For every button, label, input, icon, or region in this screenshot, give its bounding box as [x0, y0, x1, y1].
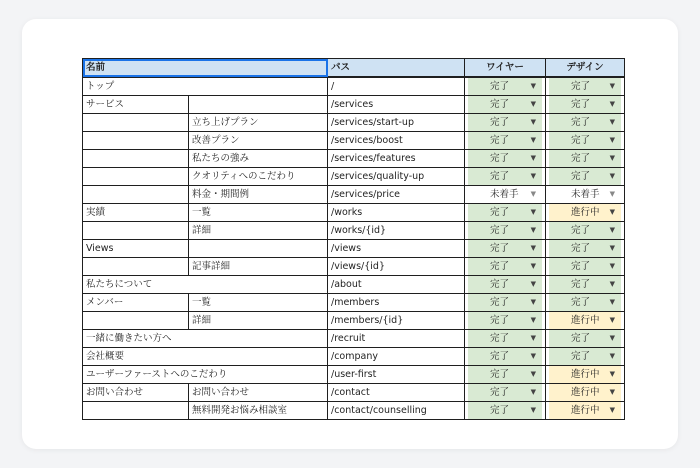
name-cell[interactable]: Views — [83, 240, 189, 258]
status-text: 完了 — [490, 135, 510, 146]
dropdown-caret-icon[interactable]: ▼ — [530, 118, 536, 126]
table-row — [83, 348, 625, 366]
status-text: 完了 — [571, 117, 591, 128]
design-status-cell[interactable] — [546, 276, 625, 294]
name-cell[interactable]: トップ — [83, 77, 328, 96]
dropdown-caret-icon[interactable]: ▼ — [609, 154, 615, 162]
wire-status-cell[interactable] — [465, 312, 546, 330]
status-text: 完了 — [571, 99, 591, 110]
status-text: 完了 — [490, 297, 510, 308]
design-status-cell[interactable] — [546, 186, 625, 204]
dropdown-caret-icon[interactable]: ▼ — [609, 262, 615, 270]
path-cell[interactable]: /members — [328, 294, 465, 312]
design-status-cell[interactable] — [546, 366, 625, 384]
dropdown-caret-icon[interactable]: ▼ — [530, 298, 536, 306]
status-text: 完了 — [571, 279, 591, 290]
dropdown-caret-icon[interactable]: ▼ — [609, 226, 615, 234]
design-status-cell[interactable] — [546, 312, 625, 330]
wire-status-cell[interactable] — [465, 150, 546, 168]
design-status-cell[interactable] — [546, 240, 625, 258]
dropdown-caret-icon[interactable]: ▼ — [530, 82, 536, 90]
dropdown-caret-icon[interactable]: ▼ — [609, 316, 615, 324]
status-text: 進行中 — [571, 315, 600, 326]
subpage-cell[interactable]: 改善プラン — [189, 132, 328, 150]
subpage-cell[interactable]: クオリティへのこだわり — [189, 168, 328, 186]
design-status-cell[interactable] — [546, 222, 625, 240]
status-text: 完了 — [571, 243, 591, 254]
name-cell[interactable]: 一緒に働きたい方へ — [83, 330, 328, 348]
status-text: 完了 — [490, 387, 510, 398]
dropdown-caret-icon[interactable]: ▼ — [530, 370, 536, 378]
dropdown-caret-icon[interactable]: ▼ — [609, 370, 615, 378]
wire-status-cell[interactable] — [465, 96, 546, 114]
dropdown-caret-icon[interactable]: ▼ — [530, 190, 536, 198]
status-text: 完了 — [571, 153, 591, 164]
path-cell[interactable]: /services/price — [328, 186, 465, 204]
dropdown-caret-icon[interactable]: ▼ — [530, 172, 536, 180]
status-text: 完了 — [571, 333, 591, 344]
table-row — [83, 330, 625, 348]
subpage-cell[interactable]: 詳細 — [189, 222, 328, 240]
path-cell[interactable]: /about — [328, 276, 465, 294]
path-cell[interactable]: /services/quality-up — [328, 168, 465, 186]
subpage-cell[interactable]: 料金・期間例 — [189, 186, 328, 204]
table-row — [83, 132, 625, 150]
table-row — [83, 258, 625, 276]
table-row — [83, 150, 625, 168]
name-cell[interactable]: お問い合わせ — [83, 384, 189, 402]
status-text: 未着手 — [490, 189, 519, 200]
dropdown-caret-icon[interactable]: ▼ — [609, 388, 615, 396]
status-text: 完了 — [490, 99, 510, 110]
table-row — [83, 384, 625, 402]
status-text: 完了 — [571, 135, 591, 146]
dropdown-caret-icon[interactable]: ▼ — [530, 136, 536, 144]
status-text: 完了 — [490, 225, 510, 236]
table-row — [83, 240, 625, 258]
path-cell[interactable]: /contact/counselling — [328, 402, 465, 420]
subpage-cell[interactable]: 私たちの強み — [189, 150, 328, 168]
table-row — [83, 276, 625, 294]
name-cell[interactable]: 実績 — [83, 204, 189, 222]
subpage-cell[interactable] — [189, 96, 328, 114]
sitemap-sheet — [82, 58, 625, 420]
name-cell[interactable]: 会社概要 — [83, 348, 328, 366]
dropdown-caret-icon[interactable]: ▼ — [530, 100, 536, 108]
name-cell[interactable] — [83, 186, 189, 204]
wire-status-cell[interactable] — [465, 186, 546, 204]
dropdown-caret-icon[interactable]: ▼ — [530, 244, 536, 252]
wire-status-cell[interactable] — [465, 204, 546, 222]
path-cell[interactable]: /works — [328, 204, 465, 222]
path-cell[interactable]: /user-first — [328, 366, 465, 384]
name-cell[interactable] — [83, 258, 189, 276]
subpage-cell[interactable] — [189, 240, 328, 258]
dropdown-caret-icon[interactable]: ▼ — [609, 100, 615, 108]
status-text: 完了 — [571, 171, 591, 182]
wire-status-cell[interactable] — [465, 366, 546, 384]
subpage-cell[interactable]: 無料開発お悩み相談室 — [189, 402, 328, 420]
subpage-cell[interactable]: 詳細 — [189, 312, 328, 330]
table-row — [83, 312, 625, 330]
status-text: 進行中 — [571, 207, 600, 218]
name-cell[interactable] — [83, 222, 189, 240]
wire-status-cell[interactable] — [465, 294, 546, 312]
status-text: 完了 — [571, 297, 591, 308]
status-text: 完了 — [490, 405, 510, 416]
subpage-cell[interactable]: 記事詳細 — [189, 258, 328, 276]
header-row — [83, 59, 625, 78]
path-cell[interactable]: /services/start-up — [328, 114, 465, 132]
dropdown-caret-icon[interactable]: ▼ — [609, 244, 615, 252]
design-status-cell[interactable] — [546, 77, 625, 96]
table-row — [83, 77, 625, 96]
status-text: 完了 — [490, 279, 510, 290]
wire-status-cell[interactable] — [465, 330, 546, 348]
header-design[interactable]: デザイン — [546, 59, 625, 78]
name-cell[interactable] — [83, 132, 189, 150]
name-cell[interactable] — [83, 312, 189, 330]
table-row — [83, 96, 625, 114]
dropdown-caret-icon[interactable]: ▼ — [609, 172, 615, 180]
dropdown-caret-icon[interactable]: ▼ — [609, 352, 615, 360]
path-cell[interactable]: / — [328, 77, 465, 96]
dropdown-caret-icon[interactable]: ▼ — [530, 334, 536, 342]
path-cell[interactable]: /recruit — [328, 330, 465, 348]
name-cell[interactable]: ユーザーファーストへのこだわり — [83, 366, 328, 384]
name-cell[interactable] — [83, 150, 189, 168]
path-cell[interactable]: /contact — [328, 384, 465, 402]
status-text: 完了 — [571, 225, 591, 236]
dropdown-caret-icon[interactable]: ▼ — [530, 154, 536, 162]
dropdown-caret-icon[interactable]: ▼ — [609, 208, 615, 216]
name-cell[interactable]: サービス — [83, 96, 189, 114]
dropdown-caret-icon[interactable]: ▼ — [530, 280, 536, 288]
header-path[interactable]: パス — [328, 59, 465, 78]
status-text: 完了 — [490, 243, 510, 254]
subpage-cell[interactable]: 一覧 — [189, 204, 328, 222]
status-text: 完了 — [490, 351, 510, 362]
table-row — [83, 186, 625, 204]
dropdown-caret-icon[interactable]: ▼ — [609, 190, 615, 198]
dropdown-caret-icon[interactable]: ▼ — [609, 334, 615, 342]
wire-status-cell[interactable] — [465, 77, 546, 96]
name-cell[interactable]: メンバー — [83, 294, 189, 312]
dropdown-caret-icon[interactable]: ▼ — [530, 388, 536, 396]
design-status-cell[interactable] — [546, 204, 625, 222]
status-text: 完了 — [571, 351, 591, 362]
path-cell[interactable]: /works/{id} — [328, 222, 465, 240]
status-text: 完了 — [490, 333, 510, 344]
dropdown-caret-icon[interactable]: ▼ — [609, 82, 615, 90]
design-status-cell[interactable] — [546, 258, 625, 276]
header-wire[interactable]: ワイヤー — [465, 59, 546, 78]
design-status-cell[interactable] — [546, 150, 625, 168]
table-row — [83, 114, 625, 132]
status-text: 未着手 — [571, 189, 600, 200]
design-status-cell[interactable] — [546, 384, 625, 402]
table-row — [83, 402, 625, 420]
dropdown-caret-icon[interactable]: ▼ — [609, 280, 615, 288]
status-text: 完了 — [490, 81, 510, 92]
dropdown-caret-icon[interactable]: ▼ — [609, 136, 615, 144]
design-status-cell[interactable] — [546, 402, 625, 420]
wire-status-cell[interactable] — [465, 348, 546, 366]
path-cell[interactable]: /services/features — [328, 150, 465, 168]
dropdown-caret-icon[interactable]: ▼ — [530, 208, 536, 216]
wire-status-cell[interactable] — [465, 168, 546, 186]
dropdown-caret-icon[interactable]: ▼ — [609, 118, 615, 126]
dropdown-caret-icon[interactable]: ▼ — [609, 406, 615, 414]
status-text: 進行中 — [571, 405, 600, 416]
wire-status-cell[interactable] — [465, 240, 546, 258]
status-text: 完了 — [490, 261, 510, 272]
path-cell[interactable]: /members/{id} — [328, 312, 465, 330]
design-status-cell[interactable] — [546, 114, 625, 132]
status-text: 完了 — [490, 315, 510, 326]
dropdown-caret-icon[interactable]: ▼ — [530, 226, 536, 234]
path-cell[interactable]: /company — [328, 348, 465, 366]
subpage-cell[interactable]: お問い合わせ — [189, 384, 328, 402]
table-row — [83, 366, 625, 384]
header-name[interactable]: 名前 — [83, 59, 328, 78]
subpage-cell[interactable]: 立ち上げプラン — [189, 114, 328, 132]
design-status-cell[interactable] — [546, 294, 625, 312]
design-status-cell[interactable] — [546, 330, 625, 348]
status-text: 完了 — [490, 207, 510, 218]
path-cell[interactable]: /services/boost — [328, 132, 465, 150]
dropdown-caret-icon[interactable]: ▼ — [530, 352, 536, 360]
wire-status-cell[interactable] — [465, 402, 546, 420]
wire-status-cell[interactable] — [465, 114, 546, 132]
name-cell[interactable] — [83, 114, 189, 132]
status-text: 進行中 — [571, 387, 600, 398]
wire-status-cell[interactable] — [465, 384, 546, 402]
path-cell[interactable]: /views — [328, 240, 465, 258]
name-cell[interactable] — [83, 168, 189, 186]
status-text: 完了 — [490, 117, 510, 128]
dropdown-caret-icon[interactable]: ▼ — [530, 406, 536, 414]
path-cell[interactable]: /services — [328, 96, 465, 114]
wire-status-cell[interactable] — [465, 276, 546, 294]
design-status-cell[interactable] — [546, 132, 625, 150]
status-text: 完了 — [571, 261, 591, 272]
table-row — [83, 204, 625, 222]
status-text: 完了 — [571, 81, 591, 92]
status-text: 完了 — [490, 369, 510, 380]
dropdown-caret-icon[interactable]: ▼ — [530, 262, 536, 270]
design-status-cell[interactable] — [546, 348, 625, 366]
status-text: 完了 — [490, 171, 510, 182]
name-cell[interactable]: 私たちについて — [83, 276, 328, 294]
design-status-cell[interactable] — [546, 168, 625, 186]
wire-status-cell[interactable] — [465, 258, 546, 276]
name-cell[interactable] — [83, 402, 189, 420]
status-text: 完了 — [490, 153, 510, 164]
table-row — [83, 222, 625, 240]
wire-status-cell[interactable] — [465, 222, 546, 240]
path-cell[interactable]: /views/{id} — [328, 258, 465, 276]
table-row — [83, 168, 625, 186]
status-text: 進行中 — [571, 369, 600, 380]
dropdown-caret-icon[interactable]: ▼ — [530, 316, 536, 324]
table-row — [83, 294, 625, 312]
dropdown-caret-icon[interactable]: ▼ — [609, 298, 615, 306]
wire-status-cell[interactable] — [465, 132, 546, 150]
design-status-cell[interactable] — [546, 96, 625, 114]
subpage-cell[interactable]: 一覧 — [189, 294, 328, 312]
